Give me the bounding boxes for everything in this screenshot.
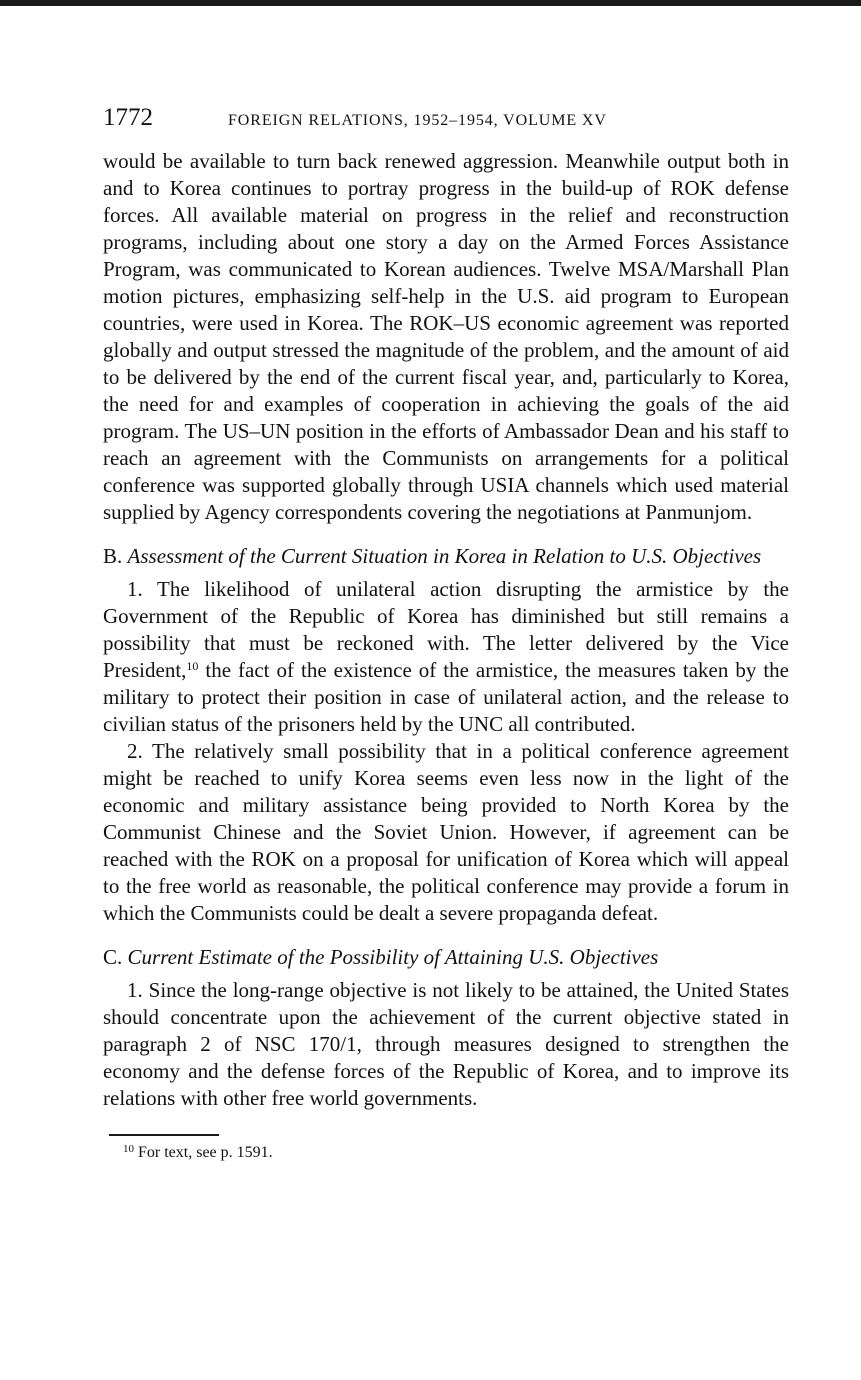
section-b-heading [103,543,789,570]
footnote-divider [109,1134,219,1136]
section-c-heading [103,944,789,971]
running-title: FOREIGN RELATIONS, 1952–1954, VOLUME XV [228,112,607,129]
footnote-reference[interactable]: 10 [186,659,199,673]
top-border-rule [0,0,861,6]
document-page [103,104,789,1164]
section-b-para1-text: 1. The likelihood of unilateral action disrupting the armistice by the Government of the Republic of Korea has diminished but still remains a possibility that must be reckoned with. The letter delivered by the Vice President, [103,577,789,682]
section-b-letter: B. [103,544,123,568]
footnote [103,1142,789,1164]
footnote-marker: 10 [123,1143,134,1155]
body-text [103,148,789,1112]
footnote-text: For text, see p. 1591. [134,1144,273,1161]
section-c-paragraph-1: 1. Since the long-range objective is not likely to be attained, the United States should concentrate upon the achievement of the current objective stated in paragraph 2 of NSC 170/1, through measures designed to strengthen the economy and the defense forces of the Republic of Korea, and to improve its relations with other free world governments. [103,978,789,1110]
section-c-title: Current Estimate of the Possibility of Attaining U.S. Objectives [127,945,659,969]
section-b-para1-text-continued: the fact of the existence of the armistice, the measures taken by the military to protect their position in case of unilateral action, and the release to civilian status of the prisoners held by the UNC all contributed. [103,658,789,736]
running-header [103,104,789,138]
section-c-letter: C. [103,945,123,969]
continued-paragraph: would be available to turn back renewed aggression. Meanwhile output both in and to Korea continues to portray progress in the build-up of ROK defense forces. All available material on progress in the relief and reconstruction programs, including about one story a day on the Armed Forces Assistance Program, was communicated to Korean audiences. Twelve MSA/Marshall Plan motion pictures, emphasizing self-help in the U.S. aid program to European countries, were used in Korea. The ROK–US economic agreement was reported globally and output stressed the magnitude of the problem, and the amount of aid to be delivered by the end of the current fiscal year, and, particularly to Korea, the need for and examples of cooperation in achieving the goals of the aid program. The US–UN position in the efforts of Ambassador Dean and his staff to reach an agreement with the Communists on arrangements for a political conference was supported globally through USIA channels which used material supplied by Agency correspondents covering the negotiations at Panmunjom. [103,149,789,524]
section-b-paragraph-2: 2. The relatively small possibility that in a political conference agreement might be reached to unify Korea seems even less now in the light of the economic and military assistance being provided to North Korea by the Communist Chinese and the Soviet Union. However, if agreement can be reached with the ROK on a proposal for unification of Korea which will appeal to the free world as reasonable, the political conference may provide a forum in which the Communists could be dealt a severe propaganda defeat. [103,739,789,925]
section-b-title: Assessment of the Current Situation in Korea in Relation to U.S. Objectives [127,544,762,568]
page-number: 1772 [103,104,153,131]
section-b-paragraph-1 [103,576,789,738]
